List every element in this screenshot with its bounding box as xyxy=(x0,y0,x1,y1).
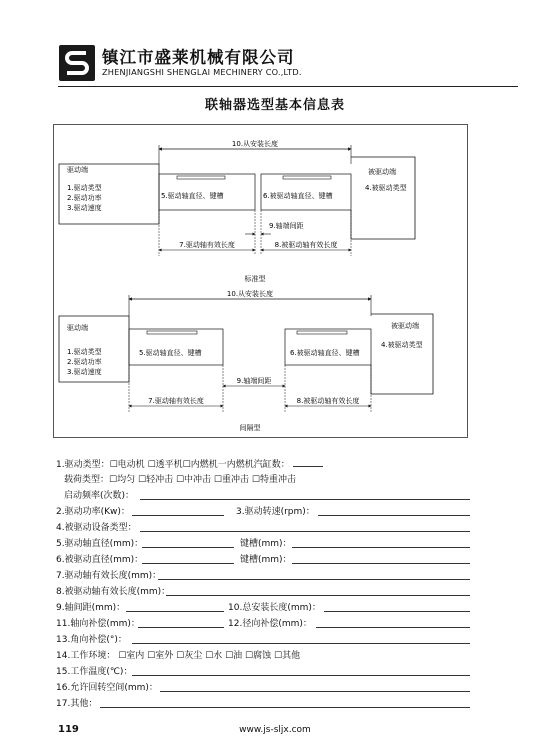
rotation-space-field[interactable] xyxy=(160,691,470,692)
driven-dia-field[interactable] xyxy=(142,563,234,564)
keyway1-field[interactable] xyxy=(292,547,470,548)
page-number: 119 xyxy=(58,724,79,735)
environment-option-3: 灰尘 xyxy=(184,651,203,661)
std-total-length-label: 10.从安装长度 xyxy=(231,140,279,148)
driver-len-label: 7.驱动轴有效长度(mm)： xyxy=(56,571,162,581)
rotation-space-label: 16.允许回转空间(mm)： xyxy=(56,683,158,693)
total-len-label-wrap xyxy=(228,602,321,614)
form-row-driven-equipment xyxy=(56,522,137,534)
form-row-axial xyxy=(56,618,140,630)
checkbox-icon[interactable]: ☐ xyxy=(147,460,156,470)
axial-field[interactable] xyxy=(138,627,224,628)
form-row-environment xyxy=(56,650,300,662)
checkbox-icon[interactable]: ☐ xyxy=(205,651,214,661)
radial-field[interactable] xyxy=(316,627,470,628)
checkbox-icon[interactable]: ☐ xyxy=(245,651,254,661)
load-type-option-5: 特重冲击 xyxy=(259,475,296,485)
load-type-option-2: 轻冲击 xyxy=(146,475,174,485)
total-len-field[interactable] xyxy=(324,611,470,612)
keyway1-label: 键槽(mm)： xyxy=(240,539,292,549)
load-type-label: 载荷类型： xyxy=(64,475,110,485)
form-row-other xyxy=(56,698,97,710)
spc-driven-title: 被驱动端 xyxy=(391,322,419,330)
form-row-load-type xyxy=(64,474,296,486)
std-driven-item: 4.被驱动类型 xyxy=(365,184,407,192)
form-row-drive-type xyxy=(56,458,323,471)
spc-caption: 间隔型 xyxy=(239,424,261,432)
form-row-driver-dia xyxy=(56,538,143,550)
std-driver-item-1: 1.驱动类型 xyxy=(67,184,102,192)
spc-driver-title: 驱动端 xyxy=(67,324,88,332)
form-row-gap xyxy=(56,602,125,614)
temperature-label: 15.工作温度(℃)： xyxy=(56,667,133,677)
radial-label: 12.径向补偿(mm)： xyxy=(228,619,312,629)
keyway2-label: 键槽(mm)： xyxy=(240,555,292,565)
company-name-en: ZHENJIANGSHI SHENGLAI MECHINERY CO.,LTD. xyxy=(102,67,302,77)
checkbox-icon[interactable]: ☐ xyxy=(213,475,222,485)
spc-driver-item-2: 2.驱动功率 xyxy=(67,358,102,366)
driven-dia-label: 6.被驱动直径(mm)： xyxy=(56,555,144,565)
checkbox-icon[interactable]: ☐ xyxy=(182,460,191,470)
power-label: 2.驱动功率(Kw)： xyxy=(56,507,130,517)
company-name-cn: 镇江市盛莱机械有限公司 xyxy=(102,48,295,67)
std-driven-length-label: 8.被驱动轴有效长度 xyxy=(274,241,338,249)
standard-type-diagram xyxy=(59,139,415,283)
driven-equipment-label: 4.被驱动设备类型： xyxy=(56,523,137,533)
other-label: 17.其他： xyxy=(56,699,98,709)
driver-len-field[interactable] xyxy=(158,579,470,580)
spc-driver-length-label: 7.驱动轴有效长度 xyxy=(148,397,204,405)
std-driven-title: 被驱动端 xyxy=(368,168,396,176)
temperature-field[interactable] xyxy=(132,675,470,676)
driven-len-field[interactable] xyxy=(166,595,470,596)
form-row-temperature xyxy=(56,666,132,678)
std-caption: 标准型 xyxy=(244,275,266,283)
spacer-type-diagram xyxy=(59,289,433,432)
checkbox-icon[interactable]: ☐ xyxy=(109,460,118,470)
spc-driver-item-3: 3.驱动速度 xyxy=(67,368,102,376)
axial-label: 11.轴向补偿(mm)： xyxy=(56,619,140,629)
std-gap-label: 9.轴端间距 xyxy=(269,222,304,230)
keyway2-label-wrap xyxy=(240,554,292,566)
checkbox-icon[interactable]: ☐ xyxy=(176,651,185,661)
spc-total-length-label: 10.从安装长度 xyxy=(226,290,274,298)
environment-option-1: 室内 xyxy=(126,651,145,661)
cylinder-count-field[interactable] xyxy=(293,458,323,467)
environment-option-4: 水 xyxy=(213,651,223,661)
checkbox-icon[interactable]: ☐ xyxy=(251,475,260,485)
environment-option-7: 其他 xyxy=(282,651,301,661)
start-freq-field[interactable] xyxy=(140,499,470,500)
header-divider xyxy=(58,86,518,87)
checkbox-icon[interactable]: ☐ xyxy=(225,651,234,661)
document-title: 联轴器选型基本信息表 xyxy=(204,98,345,113)
drive-type-label: 1.驱动类型： xyxy=(56,460,110,470)
std-driver-item-3: 3.驱动速度 xyxy=(67,204,102,212)
driver-dia-label: 5.驱动轴直径(mm)： xyxy=(56,539,144,549)
environment-option-5: 油 xyxy=(233,651,243,661)
driven-len-label: 8.被驱动轴有效长度(mm)： xyxy=(56,587,171,597)
spc-driven-item: 4.被驱动类型 xyxy=(381,341,423,349)
other-field[interactable] xyxy=(100,707,470,708)
coupling-diagram xyxy=(53,124,468,438)
speed-label-wrap xyxy=(236,506,315,518)
keyway1-label-wrap xyxy=(240,538,292,550)
driven-equipment-field[interactable] xyxy=(140,531,470,532)
spc-driver-shaft-label: 5.驱动轴直径、键槽 xyxy=(139,349,202,357)
load-type-option-3: 中冲击 xyxy=(184,475,212,485)
keyway2-field[interactable] xyxy=(292,563,470,564)
std-driver-length-label: 7.驱动轴有效长度 xyxy=(179,241,235,249)
spc-gap-label: 9.轴端间距 xyxy=(236,377,272,385)
environment-option-6: 腐蚀 xyxy=(253,651,272,661)
drive-type-option-2: 透平机 xyxy=(155,460,183,470)
spc-driver-item-1: 1.驱动类型 xyxy=(67,348,102,356)
form-row-rotation-space xyxy=(56,682,158,694)
angular-field[interactable] xyxy=(132,643,470,644)
radial-label-wrap xyxy=(228,618,312,630)
form-row-start-freq xyxy=(64,490,134,502)
std-driven-shaft-label: 6.被驱动轴直径、键槽 xyxy=(263,192,333,200)
company-logo-icon xyxy=(58,44,96,82)
spc-driven-shaft-label: 6.被驱动轴直径、键槽 xyxy=(290,349,360,357)
checkbox-icon[interactable]: ☐ xyxy=(175,475,185,485)
drive-type-option-3: 内燃机一内燃机汽缸数： xyxy=(190,460,290,470)
load-type-option-1: 均匀 xyxy=(117,475,136,485)
angular-label: 13.角向补偿(°)： xyxy=(56,635,127,645)
gap-field[interactable] xyxy=(126,611,224,612)
checkbox-icon[interactable]: ☐ xyxy=(147,651,156,661)
footer-url[interactable]: www.js-sljx.com xyxy=(239,725,311,735)
checkbox-icon[interactable]: ☐ xyxy=(274,651,283,661)
environment-option-2: 室外 xyxy=(155,651,174,661)
spc-driven-length-label: 8.被驱动轴有效长度 xyxy=(296,397,360,405)
speed-field[interactable] xyxy=(318,515,470,516)
checkbox-icon[interactable]: ☐ xyxy=(118,651,127,661)
environment-label: 14.工作环境： xyxy=(56,651,116,661)
checkbox-icon[interactable]: ☐ xyxy=(137,475,147,485)
drive-type-option-1: 电动机 xyxy=(117,460,145,470)
gap-label: 9.轴间距(mm)： xyxy=(56,603,126,613)
std-driver-title: 驱动端 xyxy=(67,166,88,174)
form-row-driven-len xyxy=(56,586,170,598)
driver-dia-field[interactable] xyxy=(142,547,234,548)
power-field[interactable] xyxy=(132,515,224,516)
checkbox-icon[interactable]: ☐ xyxy=(109,475,118,485)
std-driver-shaft-label: 5.驱动轴直径、键槽 xyxy=(161,192,224,200)
load-type-option-4: 重冲击 xyxy=(222,475,250,485)
form-row-driven-dia xyxy=(56,554,143,566)
speed-label: 3.驱动转速(rpm)： xyxy=(236,507,315,517)
std-driver-item-2: 2.驱动功率 xyxy=(67,194,102,202)
form-row-driver-len xyxy=(56,570,161,582)
start-freq-label: 启动频率(次数)： xyxy=(64,491,135,501)
form-row-power-speed xyxy=(56,506,130,518)
total-len-label: 10.总安装长度(mm)： xyxy=(228,603,321,613)
form-row-angular xyxy=(56,634,127,646)
